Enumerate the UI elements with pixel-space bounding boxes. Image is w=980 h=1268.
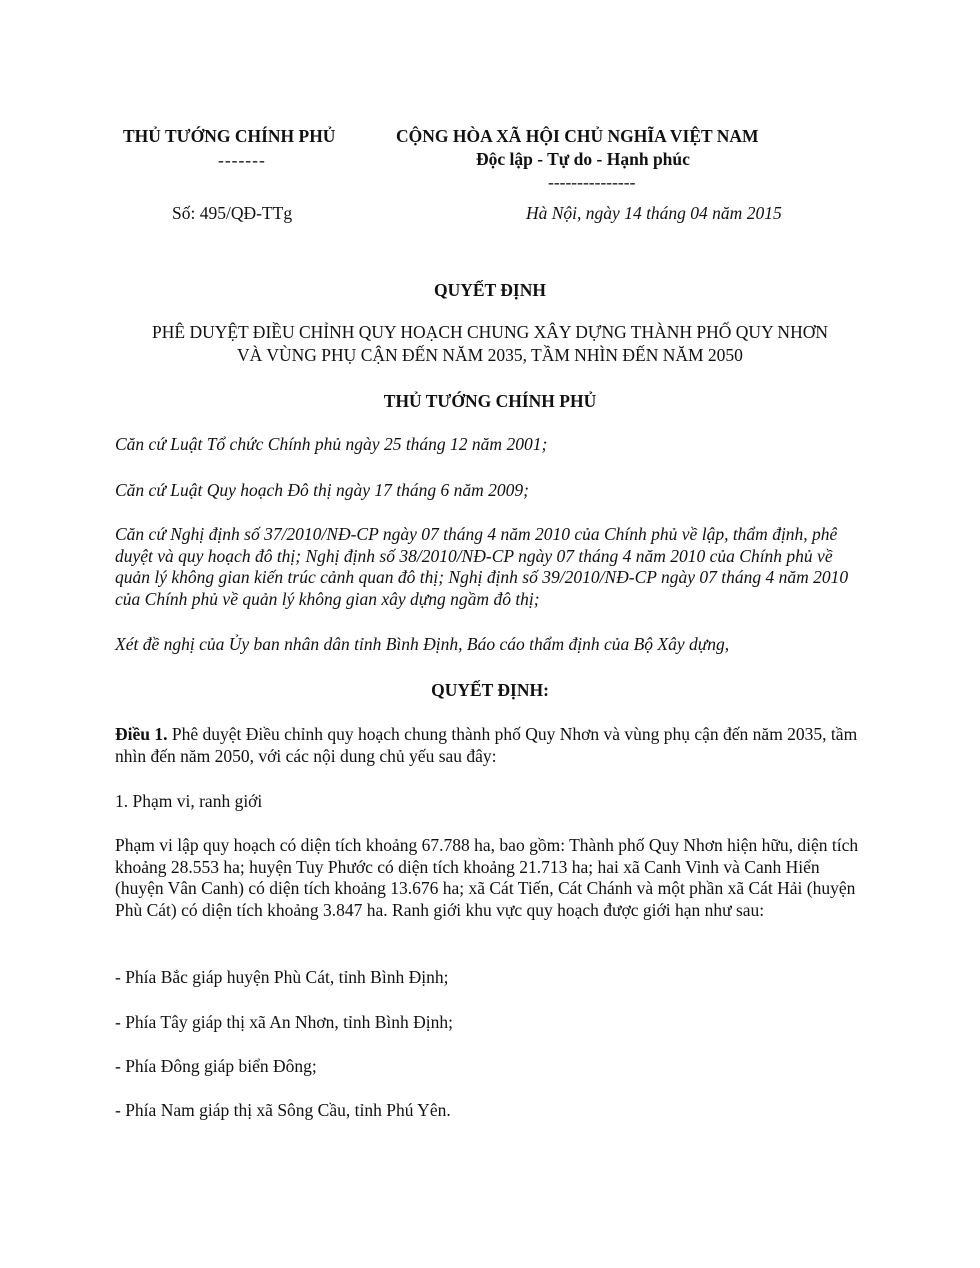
boundary-north: - Phía Bắc giáp huyện Phù Cát, tỉnh Bình Định; [115,967,449,987]
article-1 [115,724,867,767]
subject-line-2: VÀ VÙNG PHỤ CẬN ĐẾN NĂM 2035, TẦM NHÌN ĐẾN NĂM 2050 [237,345,743,365]
section-1-body: Phạm vi lập quy hoạch có diện tích khoảng 67.788 ha, bao gồm: Thành phố Quy Nhơn hiện hữu, diện tích khoảng 28.553 ha; huyện Tuy Phước có diện tích khoảng 21.713 ha; hai xã Canh Vinh và Canh Hiển (huyện Vân Canh) có diện tích khoảng 13.676 ha; xã Cát Tiến, Cát Chánh và một phần xã Cát Hải (huyện Phù Cát) có diện tích khoảng 3.847 ha. Ranh giới khu vực quy hoạch được giới hạn như sau: [115,835,859,920]
issuer-rule: ------- [218,150,266,170]
boundary-west: - Phía Tây giáp thị xã An Nhơn, tỉnh Bình Định; [115,1012,454,1032]
nation-name: CỘNG HÒA XÃ HỘI CHỦ NGHĨA VIỆT NAM [396,126,759,146]
national-motto: Độc lập - Tự do - Hạnh phúc [476,149,690,169]
article-1-label: Điều 1. [115,724,168,744]
subject-line-1: PHÊ DUYỆT ĐIỀU CHỈNH QUY HOẠCH CHUNG XÂY DỰNG THÀNH PHỐ QUY NHƠN [152,322,828,342]
article-1-text: Phê duyệt Điều chỉnh quy hoạch chung thành phố Quy Nhơn và vùng phụ cận đến năm 2035, tầm nhìn đến năm 2050, với các nội dung chủ yếu sau đây: [115,724,858,766]
legal-basis-3: Căn cứ Nghị định số 37/2010/NĐ-CP ngày 07 tháng 4 năm 2010 của Chính phủ về lập, thẩm định, phê duyệt và quy hoạch đô thị; Nghị định số 38/2010/NĐ-CP ngày 07 tháng 4 năm 2010 của Chính phủ về quản lý không gian kiến trúc cảnh quan đô thị; Nghị định số 39/2010/NĐ-CP ngày 07 tháng 4 năm 2010 của Chính phủ về quản lý không gian xây dựng ngầm đô thị; [115,524,849,609]
boundary-south: - Phía Nam giáp thị xã Sông Cầu, tỉnh Phú Yên. [115,1100,451,1120]
legal-basis-1: Căn cứ Luật Tổ chức Chính phủ ngày 25 tháng 12 năm 2001; [115,434,548,454]
boundary-east: - Phía Đông giáp biển Đông; [115,1056,317,1076]
proposal-basis: Xét đề nghị của Ủy ban nhân dân tỉnh Bình Định, Báo cáo thẩm định của Bộ Xây dựng, [115,634,730,654]
document-type: QUYẾT ĐỊNH [434,280,546,300]
section-1-title: 1. Phạm vi, ranh giới [115,791,263,811]
issuer-name: THỦ TƯỚNG CHÍNH PHỦ [123,126,336,146]
document-number: Số: 495/QĐ-TTg [172,203,293,223]
motto-rule: --------------- [548,172,636,192]
issuing-authority: THỦ TƯỚNG CHÍNH PHỦ [383,391,597,411]
place-date: Hà Nội, ngày 14 tháng 04 năm 2015 [526,203,782,223]
legal-basis-2: Căn cứ Luật Quy hoạch Đô thị ngày 17 tháng 6 năm 2009; [115,480,529,500]
decision-heading: QUYẾT ĐỊNH: [431,680,549,700]
